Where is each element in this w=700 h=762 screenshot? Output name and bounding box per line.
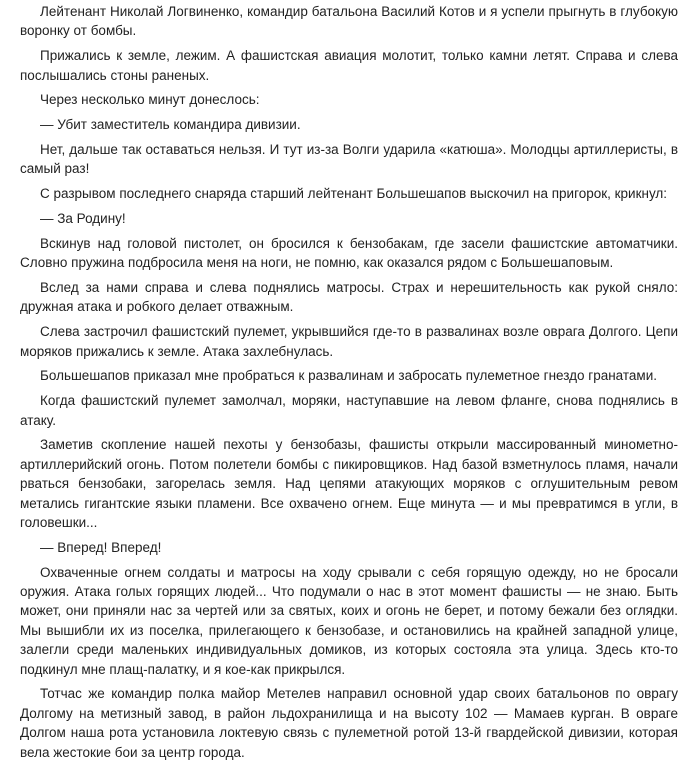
paragraph-16: Тотчас же командир полка майор Метелев направил основной удар своих батальонов по оврагу Долгому на метизный завод, в район льдохранилища и на высоту 102 — Мамаев курган. В овраге Долгом наша рота установила локтевую связь с пулеметной ротой 13-й гвардейской дивизии, которая вела жестокие бои за центр города. [20, 686, 678, 760]
paragraph-10: Слева застрочил фашистский пулемет, укрывшийся где-то в развалинах возле оврага Долгого. Цепи моряков прижались к земле. Атака захлебнулась. [20, 324, 678, 359]
paragraph-14: — Вперед! Вперед! [40, 539, 162, 555]
paragraph-6: С разрывом последнего снаряда старший лейтенант Большешапов выскочил на пригорок, крикнул: [40, 186, 668, 202]
paragraph-3: Через несколько минут донеслось: [40, 92, 260, 108]
paragraph-11: Большешапов приказал мне пробраться к развалинам и забросать пулеметное гнездо гранатами. [40, 368, 657, 384]
paragraph-13: Заметив скопление нашей пехоты у бензобазы, фашисты открыли массированный минометно-артиллерийский огонь. Потом полетели бомбы с пикировщиков. Над базой взметнулось пламя, начали рваться бензобаки, загорелась земля. Над цепями атакующих моряков с оглушительным ревом метались гигантские языки пламени. Все охвачено огнем. Еще минута — и мы превратимся в угли, в головешки... [20, 437, 678, 531]
paragraph-9: Вслед за нами справа и слева поднялись матросы. Страх и нерешительность как рукой сняло: дружная атака и робкого делает отважным. [20, 280, 678, 315]
paragraph-5: Нет, дальше так оставаться нельзя. И тут из-за Волги ударила «катюша». Молодцы артиллеристы, в самый раз! [20, 142, 678, 177]
paragraph-15: Охваченные огнем солдаты и матросы на ходу срывали с себя горящую одежду, но не бросали оружия. Атака голых горящих людей... Что подумали о нас в этот момент фашисты — не знаю. Быть может, они приняли нас за чертей или за святых, коих и огонь не берет, и потому бежали без оглядки. Мы вышибли их из поселка, прилегающего к бензобазе, и остановились на крайней западной улице, залегли среди маленьких индивидуальных домиков, из которых состояла эта улица. Здесь кто-то подкинул мне плащ-палатку, и я кое-как прикрылся. [20, 564, 678, 677]
paragraph-8: Вскинув над головой пистолет, он бросился к бензобакам, где засели фашистские автоматчики. Словно пружина подбросила меня на ноги, не помню, как оказался рядом с Большешаповым. [20, 235, 678, 271]
paragraph-7: — За Родину! [40, 211, 126, 226]
paragraph-2: Прижались к земле, лежим. А фашистская авиация молотит, только камни летят. Справа и слева послышались стоны раненых. [20, 48, 678, 83]
paragraph-4: — Убит заместитель командира дивизии. [40, 117, 301, 133]
paragraph-1: Лейтенант Николай Логвиненко, командир батальона Василий Котов и я успели прыгнуть в глубокую воронку от бомбы. [20, 4, 678, 39]
paragraph-12: Когда фашистский пулемет замолчал, моряки, наступавшие на левом фланге, снова поднялись в атаку. [20, 393, 678, 428]
